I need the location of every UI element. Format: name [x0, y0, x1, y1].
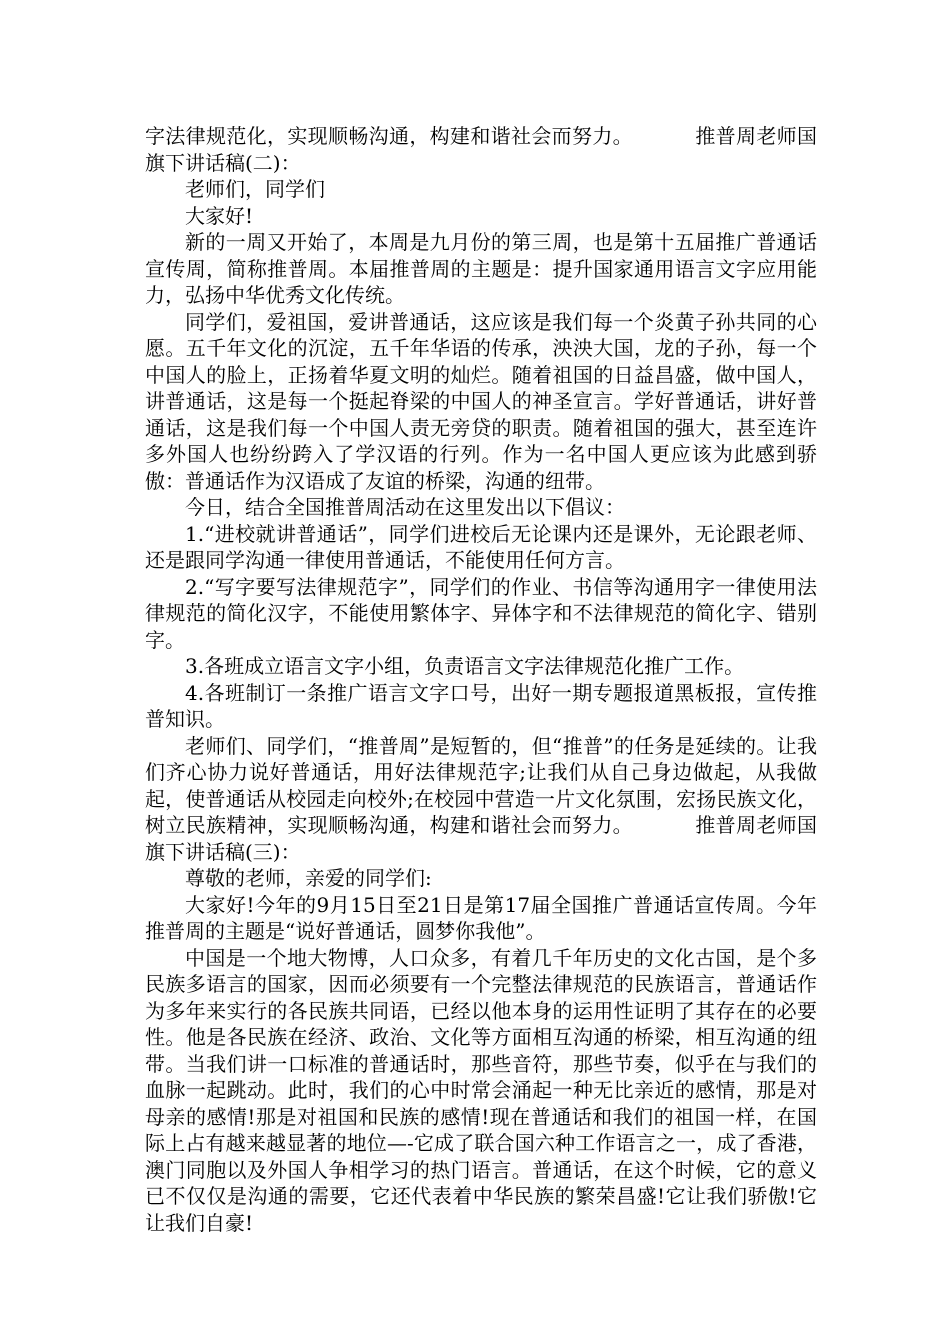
document-body	[145, 123, 817, 1236]
proposal-item: 1.“进校就讲普通话”，同学们进校后无论课内还是课外，无论跟老师、还是跟同学沟通一律使用普通话，不能使用任何方言。	[145, 521, 817, 572]
paragraph: 大家好!今年的9月15日至21日是第17届全国推广普通话宣传周。今年推普周的主题是“说好普通话，圆梦你我他”。	[145, 892, 817, 943]
section-heading: 推普周老师国旗下讲话稿(二)：	[145, 124, 818, 175]
paragraph-text: 字法律规范化，实现顺畅沟通，构建和谐社会而努力。	[145, 124, 633, 148]
paragraph: 中国是一个地大物博，人口众多，有着几千年历史的文化古国，是个多民族多语言的国家，因而必须要有一个完整法律规范的民族语言，普通话作为多年来实行的各民族共同语，已经以他本身的运用性证明了其存在的必要性。他是各民族在经济、政治、文化等方面相互沟通的桥梁，相互沟通的纽带。当我们讲一口标准的普通话时，那些音符，那些节奏，似乎在与我们的血脉一起跳动。此时，我们的心中时常会涌起一种无比亲近的感情，那是对母亲的感情!那是对祖国和民族的感情!现在普通话和我们的祖国一样，在国际上占有越来越显著的地位—-它成了联合国六种工作语言之一，成了香港，澳门同胞以及外国人争相学习的热门语言。普通话，在这个时候，它的意义已不仅仅是沟通的需要，它还代表着中华民族的繁荣昌盛!它让我们骄傲!它让我们自豪!	[145, 945, 817, 1235]
proposal-item: 4.各班制订一条推广语言文字口号，出好一期专题报道黑板报，宣传推普知识。	[145, 680, 817, 731]
paragraph-text: 老师们、同学们，“推普周”是短暂的，但“推普”的任务是延续的。让我们齐心协力说好普通话，用好法律规范字;让我们从自己身边做起，从我做起，使普通话从校园走向校外;在校园中营造一片文化氛围，宏扬民族文化，树立民族精神，实现顺畅沟通，构建和谐社会而努力。	[145, 733, 817, 837]
salutation: 老师们，同学们	[185, 177, 325, 201]
paragraph	[145, 123, 817, 176]
greeting: 大家好!	[185, 203, 254, 228]
paragraph: 新的一周又开始了，本周是九月份的第三周，也是第十五届推广普通话宣传周，简称推普周。本届推普周的主题是：提升国家通用语言文字应用能力，弘扬中华优秀文化传统。	[145, 230, 817, 307]
section-heading: 推普周老师国旗下讲话稿(三)：	[145, 813, 818, 864]
proposal-item: 3.各班成立语言文字小组，负责语言文字法律规范化推广工作。	[185, 654, 745, 678]
paragraph: 同学们，爱祖国，爱讲普通话，这应该是我们每一个炎黄子孙共同的心愿。五千年文化的沉淀，五千年华语的传承，泱泱大国，龙的子孙，每一个中国人的脸上，正扬着华夏文明的灿烂。随着祖国的日益昌盛，做中国人，讲普通话，这是每一个挺起脊梁的中国人的神圣宣言。学好普通话，讲好普通话，这是我们每一个中国人责无旁贷的职责。随着祖国的强大，甚至连许多外国人也纷纷跨入了学汉语的行列。作为一名中国人更应该为此感到骄傲：普通话作为汉语成了友谊的桥梁，沟通的纽带。	[145, 309, 817, 493]
paragraph: 今日，结合全国推普周活动在这里发出以下倡议：	[185, 495, 625, 519]
paragraph	[145, 733, 817, 866]
proposal-item: 2.“写字要写法律规范字”，同学们的作业、书信等沟通用字一律使用法律规范的简化汉字，不能使用繁体字、异体字和不法律规范的简化字、错别字。	[145, 574, 817, 652]
salutation: 尊敬的老师，亲爱的同学们:	[185, 866, 432, 890]
